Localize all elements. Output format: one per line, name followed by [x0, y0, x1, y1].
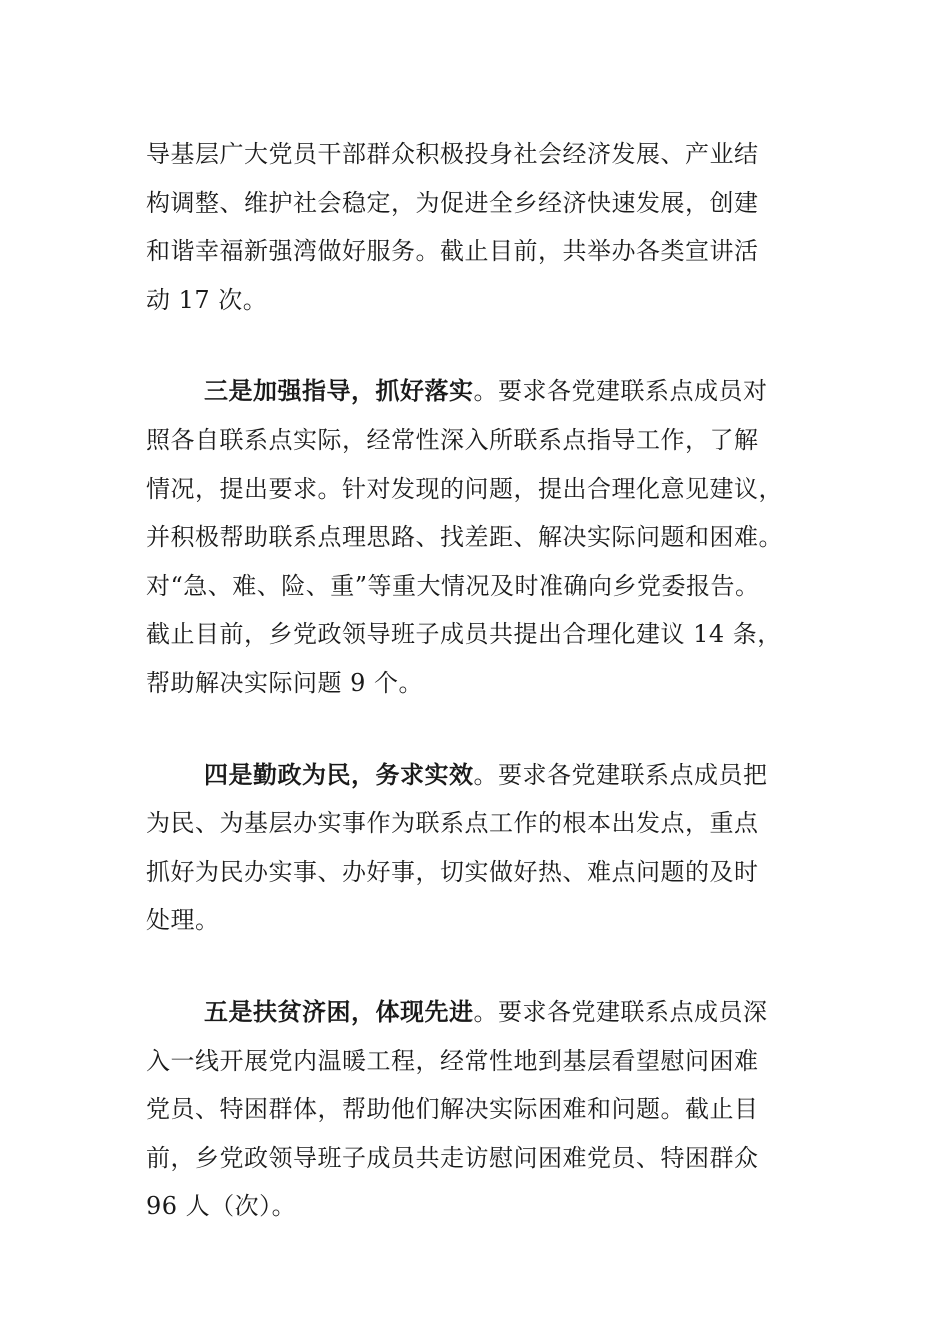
- paragraph-diligence: [146, 751, 806, 945]
- text-line: 照各自联系点实际，经常性深入所联系点指导工作，了解: [146, 425, 759, 454]
- text-line: 动 17 次。: [146, 285, 268, 314]
- paragraph-lead: 四是勤政为民，务求实效: [204, 759, 474, 789]
- text-line-first: [146, 367, 806, 416]
- paragraph-first-rest: 。要求各党建联系点成员把: [473, 760, 768, 789]
- text-line: 并积极帮助联系点理思路、找差距、解决实际问题和困难。: [146, 523, 783, 552]
- paragraph-poverty-relief: [146, 988, 806, 1231]
- paragraph-lead: 五是扶贫济困，体现先进: [204, 996, 474, 1026]
- text-line: 情况，提出要求。针对发现的问题，提出合理化意见建议，: [146, 474, 783, 503]
- paragraph-first-rest: 。要求各党建联系点成员深: [473, 997, 768, 1026]
- text-line: 帮助解决实际问题 9 个。: [146, 668, 424, 697]
- text-line: 截止目前，乡党政领导班子成员共提出合理化建议 14 条，: [146, 620, 782, 649]
- text-line-first: [146, 988, 806, 1037]
- text-line: 96 人（次）。: [146, 1192, 297, 1221]
- paragraph-first-rest: 。要求各党建联系点成员对: [473, 377, 768, 406]
- document-page: [146, 130, 806, 1231]
- paragraph-gap: [146, 945, 806, 988]
- paragraph-gap: [146, 324, 806, 367]
- text-line: 对“急、难、险、重”等重大情况及时准确向乡党委报告。: [146, 571, 760, 600]
- paragraph-guidance: [146, 367, 806, 707]
- paragraph-gap: [146, 708, 806, 751]
- text-line-first: [146, 751, 806, 800]
- text-line: 处理。: [146, 906, 220, 935]
- paragraph-lead: 三是加强指导，抓好落实: [204, 376, 474, 406]
- text-line: 前，乡党政领导班子成员共走访慰问困难党员、特困群众: [146, 1143, 759, 1172]
- text-line: 党员、特困群体，帮助他们解决实际困难和问题。截止目: [146, 1095, 759, 1124]
- text-line: 导基层广大党员干部群众积极投身社会经济发展、产业结: [146, 140, 759, 168]
- text-line: 构调整、维护社会稳定，为促进全乡经济快速发展，创建: [146, 188, 759, 217]
- text-line: 入一线开展党内温暖工程，经常性地到基层看望慰问困难: [146, 1046, 759, 1075]
- text-line: 为民、为基层办实事作为联系点工作的根本出发点，重点: [146, 809, 759, 838]
- text-line: 抓好为民办实事、办好事，切实做好热、难点问题的及时: [146, 857, 759, 886]
- paragraph-continuation: [146, 130, 806, 324]
- text-line: 和谐幸福新强湾做好服务。截止目前，共举办各类宣讲活: [146, 237, 759, 266]
